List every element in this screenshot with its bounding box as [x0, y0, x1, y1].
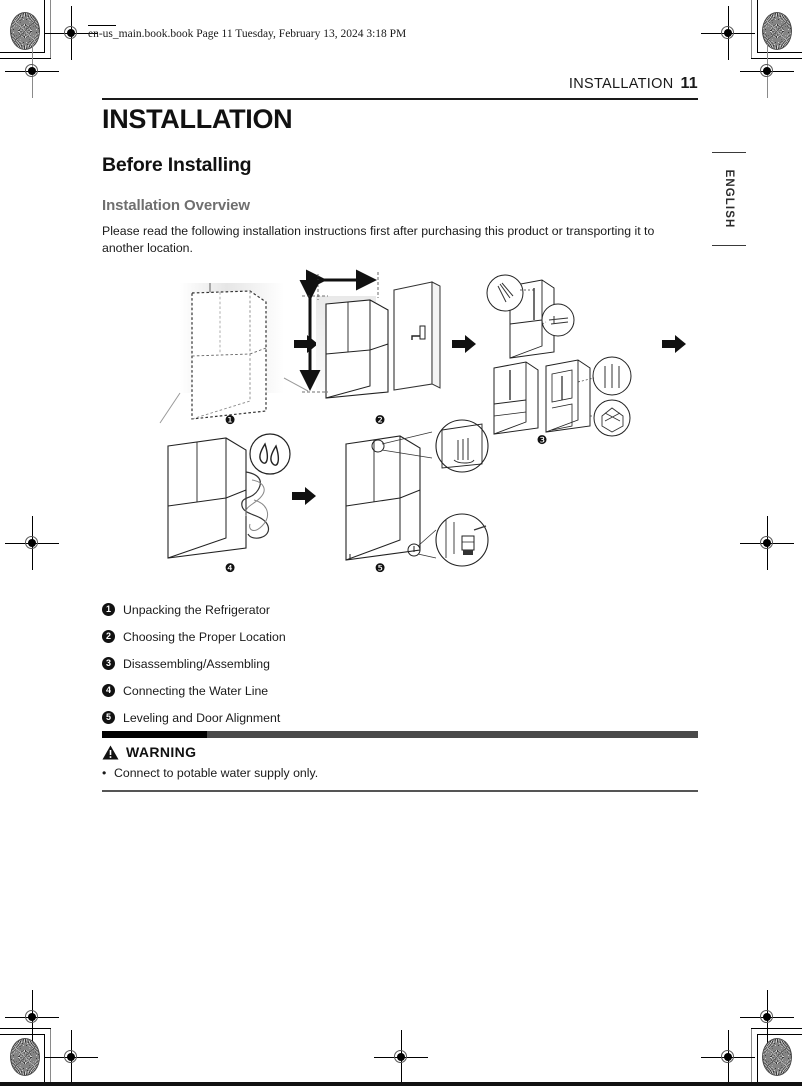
figure-step-3-illustration: [487, 275, 631, 447]
crop-line-tr-v1: [757, 0, 758, 52]
section-title: Before Installing: [102, 154, 252, 176]
crop-line-bl-v1: [44, 1034, 45, 1086]
installation-overview-figure: [102, 258, 698, 588]
step-badge: 2: [102, 630, 115, 643]
header-rule: [102, 98, 698, 100]
subsection-title: Installation Overview: [102, 197, 250, 214]
svg-text:❸: ❸: [536, 433, 548, 447]
step-label: Unpacking the Refrigerator: [123, 602, 270, 617]
crop-line-br-h2: [751, 1028, 802, 1029]
registration-mark-bottom-right-inner: [713, 1042, 743, 1072]
list-item: [102, 623, 602, 650]
warning-bullet: •: [102, 766, 107, 780]
svg-text:❺: ❺: [374, 561, 386, 575]
figure-step-1-illustration: [160, 283, 308, 427]
step-label: Disassembling/Assembling: [123, 656, 270, 671]
registration-mark-top-left-inner: [56, 18, 86, 48]
registration-mark-left-upper: [17, 56, 47, 86]
list-item: [102, 704, 602, 731]
crop-line-tr-v2: [751, 0, 752, 58]
figure-flow-arrow-4: [292, 487, 316, 505]
registration-mark-bottom-center: [386, 1042, 416, 1072]
running-header: [569, 75, 698, 93]
file-header-text: en-us_main.book.book Page 11 Tuesday, February 13, 2024 3:18 PM: [88, 28, 407, 40]
chapter-title: INSTALLATION: [102, 104, 293, 134]
figure-flow-arrow-1: [294, 335, 318, 353]
warning-title: WARNING: [126, 744, 197, 760]
figure-step-4-illustration: [168, 434, 290, 575]
crop-line-br-h1: [757, 1034, 802, 1035]
registration-mark-bottom-left-inner: [56, 1042, 86, 1072]
warning-bar-dark-segment: [102, 731, 207, 738]
crop-line-br-v1: [757, 1034, 758, 1086]
intro-paragraph: Please read the following installation instructions first after purchasing this product or transporting it to another location.: [102, 224, 655, 255]
running-header-section: INSTALLATION: [568, 76, 674, 92]
step-label: Connecting the Water Line: [123, 683, 269, 698]
figure-step-2-illustration: [302, 272, 440, 427]
warning-item: [102, 766, 698, 780]
halftone-circle-top-left: [10, 12, 40, 50]
installation-steps-list: [102, 596, 602, 731]
registration-mark-left-middle: [17, 528, 47, 558]
page-bottom-bar: [0, 1082, 802, 1086]
registration-mark-right-middle: [752, 528, 782, 558]
step-badge: 3: [102, 657, 115, 670]
list-item: [102, 677, 602, 704]
halftone-circle-bottom-right: [762, 1038, 792, 1076]
crop-line-tr-h1: [757, 52, 802, 53]
page-content: [102, 104, 698, 257]
halftone-circle-bottom-left: [10, 1038, 40, 1076]
language-side-tab: [712, 152, 746, 246]
figure-flow-arrow-2: [452, 335, 476, 353]
warning-bar: [102, 731, 698, 738]
crop-line-bl-h2: [0, 1028, 51, 1029]
page-number: 11: [680, 75, 698, 92]
list-item: [102, 596, 602, 623]
registration-mark-right-upper: [752, 56, 782, 86]
svg-text:❹: ❹: [224, 561, 236, 575]
print-file-header: [88, 28, 406, 40]
warning-item-text: Connect to potable water supply only.: [114, 766, 319, 780]
list-item: [102, 650, 602, 677]
svg-text:❶: ❶: [224, 413, 236, 427]
step-label: Leveling and Door Alignment: [123, 710, 281, 725]
file-header-rule: [88, 25, 116, 26]
step-badge: 4: [102, 684, 115, 697]
warning-bar-gray-segment: [207, 731, 698, 738]
warning-triangle-icon: [102, 745, 119, 760]
step-badge: 5: [102, 711, 115, 724]
svg-text:❷: ❷: [374, 413, 386, 427]
registration-mark-top-right-inner: [713, 18, 743, 48]
warning-bottom-rule: [102, 790, 698, 792]
step-badge: 1: [102, 603, 115, 616]
figure-step-5-illustration: [346, 420, 488, 575]
language-side-tab-label: ENGLISH: [723, 169, 735, 229]
crop-line-tl-v1: [44, 0, 45, 52]
crop-line-tl-v2: [50, 0, 51, 58]
crop-line-tl-h1: [0, 52, 45, 53]
figure-flow-arrow-3: [662, 335, 686, 353]
step-label: Choosing the Proper Location: [123, 629, 286, 644]
warning-block: [102, 731, 698, 792]
warning-heading: [102, 744, 698, 760]
crop-line-bl-h1: [0, 1034, 45, 1035]
